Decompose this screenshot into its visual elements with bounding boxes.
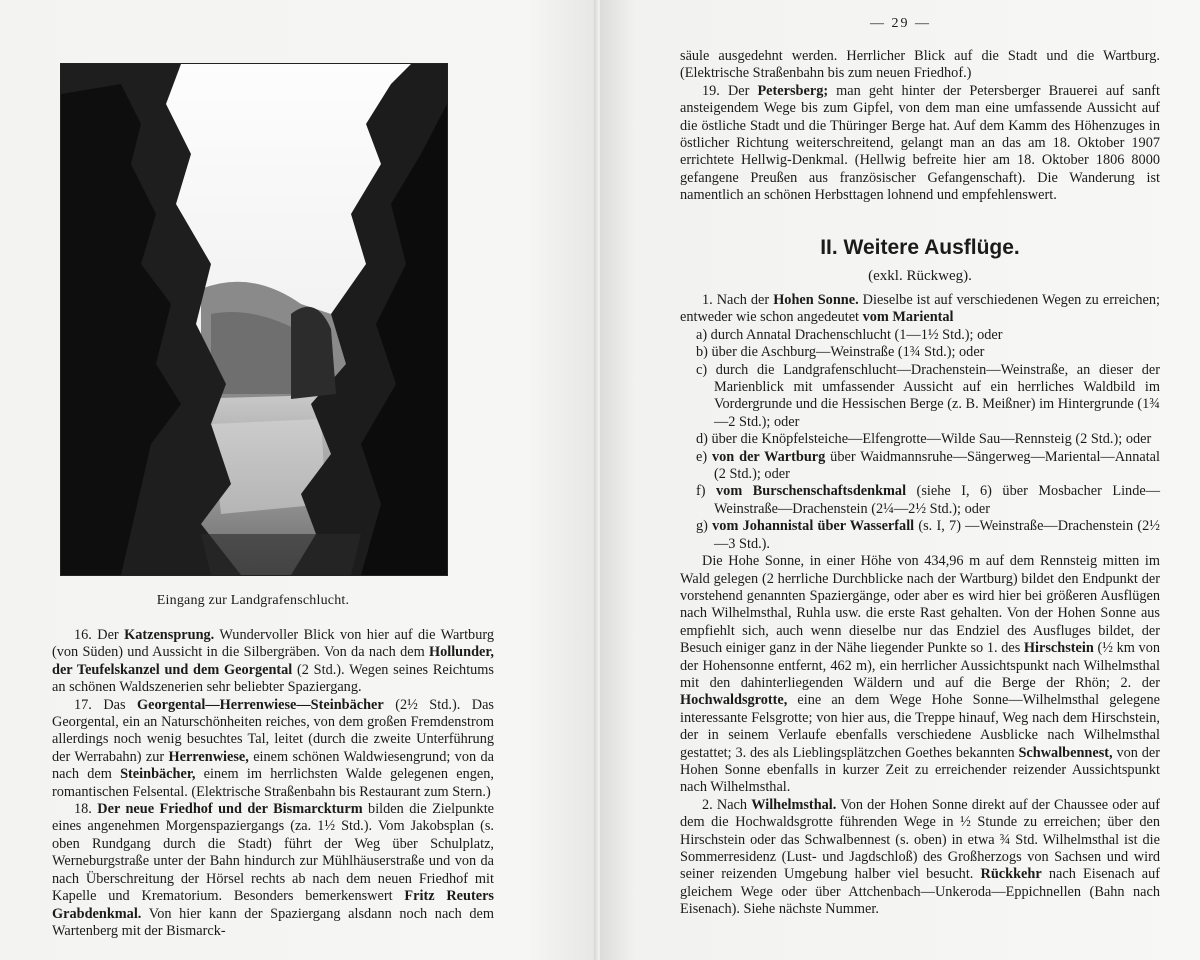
text: (s. I, 7) —Weinstraße—Drachenstein (2½—3 Std.). [714,518,1160,552]
place-name: Herrenwiese, [168,748,249,765]
text: 18. [74,801,98,818]
place-name: Wilhelmsthal. [751,796,837,813]
text: (2½ Std.). Das Georgental, ein an Naturschönheiten reiches, von dem großen Fremdenstrom allerdings noch wenig besuchtes Tal, leitet (durch die zweite Unterführung der Werrabahn) zur [52,696,494,765]
place-name: vom Burschenschaftsdenkmal [716,483,907,500]
photo-caption: Eingang zur Landgrafenschlucht. [156,593,350,608]
place-name: vom Johannistal über Wasserfall [712,518,915,535]
place-name: Georgental—Herrenwiese—Steinbächer [137,696,384,713]
text: (2 Std.). Wegen seines Reichtums an schönen Waldszenerien sehr beliebter Spaziergang. [52,661,494,696]
place-name: Der neue Friedhof und der Bismarckturm [97,801,363,818]
place-name: Hirschstein [1023,640,1094,657]
text: über Waidmannsruhe—Sängerweg—Mariental—Annatal (2 Std.); oder [714,448,1160,483]
place-name: Petersberg; [757,82,829,99]
text: einem schönen Waldwiesengrund; von da nach dem [52,748,494,783]
paragraph-16 [52,627,494,697]
route-e [680,449,1160,484]
text: Dieselbe ist auf verschiedenen Wegen zu erreichen; entweder wie schon angedeutet [680,292,1160,326]
place-name: Hohen Sonne. [773,292,859,308]
section-heading: II. Weitere Ausflüge. [820,236,1020,259]
route-d: d) über die Knöpfelsteiche—Elfengrotte—Wilde Sau—Rennsteig (2 Std.); oder [696,431,1152,448]
place-name: Hochwaldsgrotte, [680,692,788,709]
right-text-top [680,48,1160,205]
paragraph-18 [52,801,494,940]
paragraph-continued: säule ausgedehnt werden. Herrlicher Blick auf die Stadt und die Wartburg. (Elektrische Straßenbahn bis zum neuen Friedhof.) [680,48,1160,82]
text: 16. Der [74,627,125,643]
route-b: b) über die Aschburg—Weinstraße (1¾ Std.); oder [696,344,985,361]
text: (½ km von der Hohensonne entfernt, 462 m), ein herrlicher Aussichtspunkt nach Wilhelmsthal mit den dahinterliegenden Wäldern und auf die Berge der Rhön; 2. der [680,640,1160,691]
text: 17. Das [74,696,138,713]
text: Die Hohe Sonne, in einer Höhe von 434,96 m auf dem Rennsteig mitten im Wald gelegen (2 herrliche Durchblicke nach der Wartburg) bildet den Endpunkt der vorstehend genannten Spaziergänge, oder aber es wird hier bei größeren Ausflügen nach Wilhelmsthal, Ruhla usw. die erste Rast gehalten. Von der Hohen Sonne aus empfiehlt sich, auch wenn dieselbe nur das Endziel des Ausfluges bildet, der Besuch einiger ganz in der Nähe liegender Punkte so 1. des [680,553,1160,657]
text: von der Hohen Sonne ebenfalls in kurzer Zeit zu erreichender reizender Aussichtspunkt nach Wilhelmsthal. [680,744,1160,796]
excursion-1 [680,292,1160,327]
paragraph-19 [680,83,1160,205]
place-name: Hollunder, der Teufelskanzel und dem Georgental [52,644,494,678]
text: f) [696,483,717,500]
text: Von hier kann der Spaziergang alsdann noch nach dem Wartenberg mit der Bismarck- [52,905,494,939]
text: e) [696,448,712,465]
place-name: vom Mariental [862,309,954,326]
page-number: — 29 — [870,16,931,31]
section-subheading: (exkl. Rückweg). [868,268,972,284]
text: 19. Der [702,82,758,99]
text: g) [696,518,713,535]
hohe-sonne-paragraph [680,553,1160,797]
place-name: Steinbächer, [120,766,196,783]
route-f [680,483,1160,518]
text: Wundervoller Blick von hier auf die Wartburg (von Süden) und Aussicht in die Silbergräben. Von da nach dem [52,627,494,661]
text: (siehe I, 6) über Mosbacher Linde—Weinstraße—Drachenstein (2¼—2½ Std.); oder [714,483,1160,517]
route-a: a) durch Annatal Drachenschlucht (1—1½ Std.); oder [696,326,1003,343]
text: man geht hinter der Petersberger Brauerei auf sanft ansteigendem Wege bis zum Gipfel, von dem man eine umfassende Aussicht auf die östliche Stadt und die Thüringer Berge hat. Auf dem Kamm des Höhenzuges in östlicher Richtung weiterschreitend, gelangt man an das am 18. Oktober 1907 errichtete Hellwig-Denkmal. (Hellwig befreite hier am 18. Oktober 1806 8000 gefangene Preußen aus französischer Gefangenschaft). Die Wanderung ist namentlich an schönen Herbsttagen lohnend und empfehlenswert. [680,82,1160,204]
place-name: Katzensprung. [124,627,215,643]
text: nach Eisenach auf gleichem Wege oder über Attchenbach—Unkeroda—Eppichnellen (Bahn nach Eisenach). Siehe nächste Nummer. [680,866,1160,918]
text: eine an dem Wege Hohe Sonne—Wilhelmsthal gelegene interessante Felsgrotte; von hier aus, die Treppe hinauf, Weg nach dem Hirschstein, der in seinem Verlaufe ebenfalls verschiedene Ausblicke nach Wilhelmsthal gestattet; 3. des als Lieblingsplätzchen Goethes bekannten [680,692,1160,761]
right-text-bottom [680,292,1160,919]
route-c: c) durch die Landgrafenschlucht—Drachenstein—Weinstraße, an dieser der Marienblick mit umfassender Aussicht auf ein herrliches Waldbild im Vordergrunde und die Hessischen Berge (z. B. Meißner) im Hintergrunde (1¾—2 Std.); oder [696,361,1160,430]
text: bilden die Zielpunkte eines angenehmen Morgenspaziergangs (za. 1½ Std.). Vom Jakobsplan (s. oben Rundgang durch die Stadt) führt der Weg über Schulplatz, Werneburgstraße unter der Bahn hindurch zur Mühlhäuserstraße und von da nach Überschreitung der Hörsel rechts ab nach dem neuen Friedhof mit Kapelle und Krematorium. Besonders bemerkenswert [52,801,495,905]
text: einem im herrlichsten Walde gelegenen engen, romantischen Felsental. (Elektrische Straßenbahn bis Restaurant zum Stern.) [52,766,494,800]
text: 1. Nach der [702,292,774,308]
place-name: Fritz Reuters Grabdenkmal. [52,888,494,922]
route-g [680,518,1160,553]
excursion-2 [680,797,1160,919]
text: 2. Nach [702,796,752,813]
text: Von der Hohen Sonne direkt auf der Chaussee oder auf dem die Hochwaldsgrotte führenden Wege in ½ Stunde zu erreichen; über den Hirschstein oder das Schwalbennest (s. oben) in etwa ¾ Std. Wilhelmsthal ist die Sommerresidenz (Lust- und Jagdschloß) des Großherzogs von Sachsen und wird seiner reizenden Umgebung halber viel besucht. [680,796,1161,883]
place-name: Rückkehr [980,866,1042,883]
place-name: von der Wartburg [712,448,826,465]
landgrafenschlucht-photo [60,63,448,576]
paragraph-17 [52,697,494,801]
left-text-column [52,627,494,940]
place-name: Schwalbennest, [1018,744,1113,761]
